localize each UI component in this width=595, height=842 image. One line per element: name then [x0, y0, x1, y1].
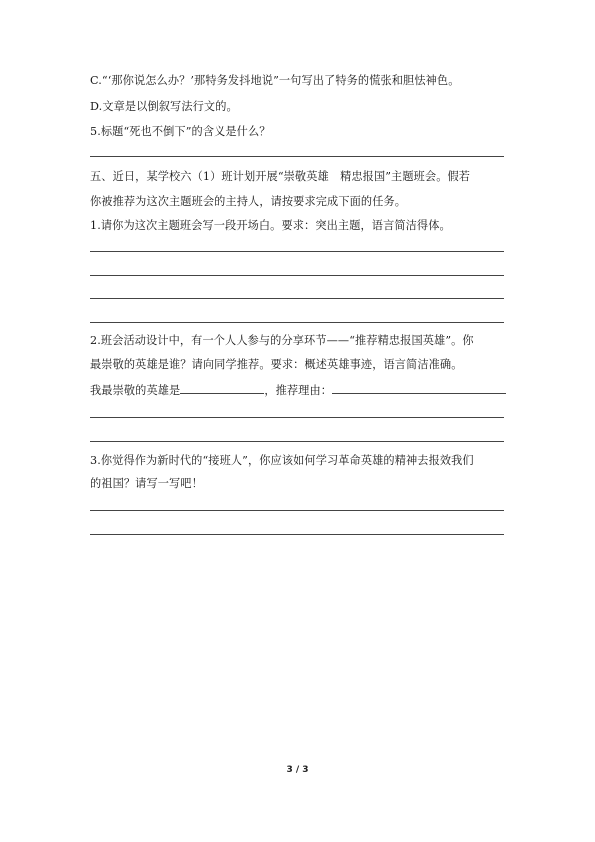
answer-line	[90, 322, 504, 323]
answer-line	[90, 510, 504, 511]
task3-question-line2: 的祖国？请写一写吧！	[90, 477, 203, 490]
page-number: 3 / 3	[286, 765, 309, 775]
answer-line	[90, 156, 504, 157]
task2-question-line1: 2.班会活动设计中，有一个人人参与的分享环节——“推荐精忠报国英雄”。你	[90, 334, 474, 347]
answer-line	[90, 251, 504, 252]
section5-intro-line2: 你被推荐为这次主题班会的主持人，请按要求完成下面的任务。	[90, 195, 407, 208]
fill-prefix: 我最崇敬的英雄是	[90, 384, 181, 397]
answer-line	[90, 534, 504, 535]
q4-option-d: D.文章是以倒叙写法行文的。	[90, 100, 238, 113]
answer-line	[90, 417, 504, 418]
task2-question-line2: 最崇敬的英雄是谁？请向同学推荐。要求：概述英雄事迹，语言简洁准确。	[90, 358, 463, 371]
task2-fill-row	[90, 382, 506, 398]
answer-line	[90, 441, 504, 442]
task3-question-line1: 3.你觉得作为新时代的“接班人”，你应该如何学习革命英雄的精神去报效我们	[90, 454, 474, 467]
answer-line	[90, 298, 504, 299]
q5-question: 5.标题“死也不倒下”的含义是什么？	[90, 125, 271, 138]
task1-question: 1.请你为这次主题班会写一段开场白。要求：突出主题，语言简洁得体。	[90, 219, 451, 232]
answer-line	[90, 275, 504, 276]
section5-intro-line1: 五、近日，某学校六（1）班计划开展“崇敬英雄 精忠报国”主题班会。假若	[90, 170, 471, 183]
hero-name-blank[interactable]	[180, 382, 264, 394]
reason-blank[interactable]	[332, 382, 506, 394]
q4-option-c: C.“‘那你说怎么办？’那特务发抖地说”一句写出了特务的慌张和胆怯神色。	[90, 74, 460, 87]
fill-middle: ，推荐理由：	[264, 384, 333, 397]
